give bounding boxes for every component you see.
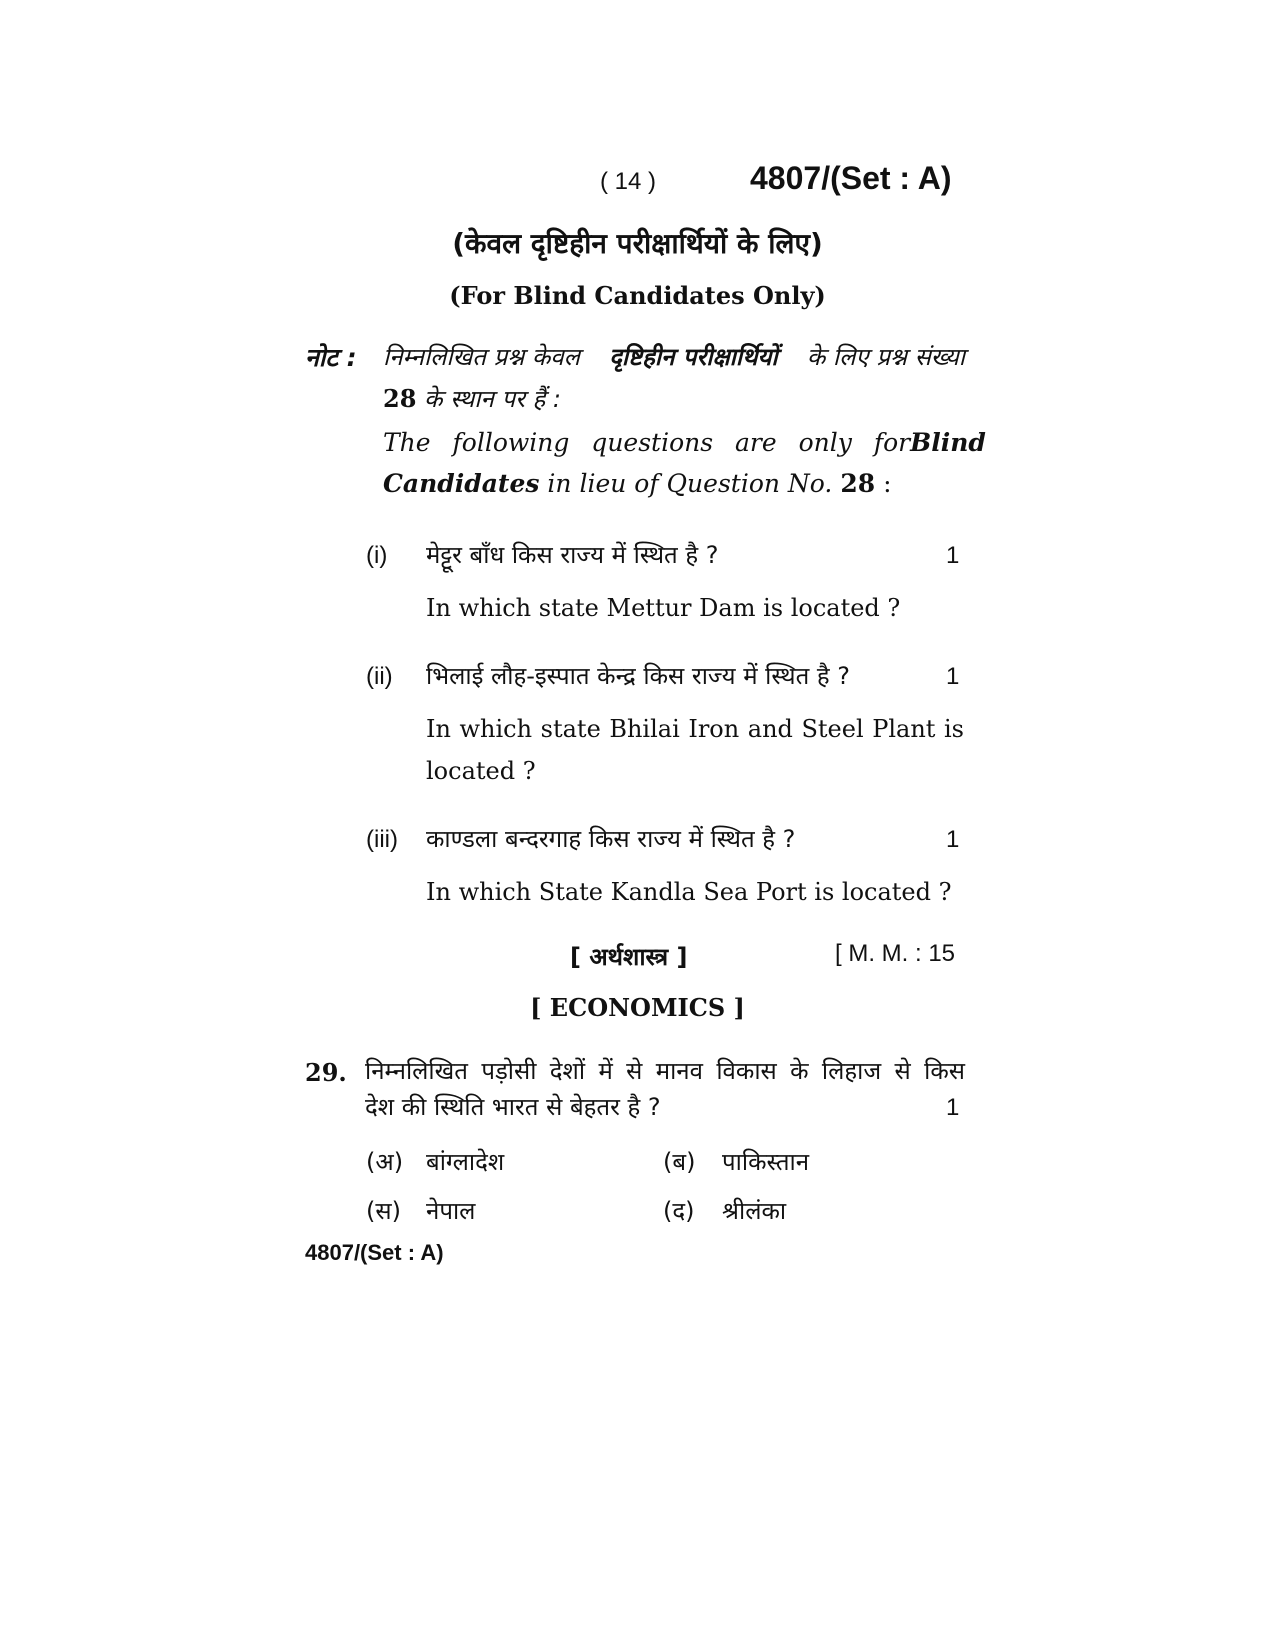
question-marks: 1 xyxy=(946,542,960,569)
question-text-hindi: मेट्टूर बाँध किस राज्य में स्थित है ? xyxy=(426,541,719,569)
blind-heading-english: (For Blind Candidates Only) xyxy=(449,281,826,310)
note-english-line1 xyxy=(383,428,986,457)
note-hindi-bold: दृष्टिहीन परीक्षार्थियों xyxy=(609,343,778,371)
footer-paper-code: 4807/(Set : A) xyxy=(305,1240,444,1265)
question-text-english: In which State Kandla Sea Port is located ? xyxy=(426,878,952,906)
paper-code: 4807/(Set : A) xyxy=(750,160,952,196)
question-marks: 1 xyxy=(946,663,960,690)
question-29-text-line2: देश की स्थिति भारत से बेहतर है ? xyxy=(365,1093,661,1121)
option-text: बांग्लादेश xyxy=(426,1148,505,1176)
option-text: श्रीलंका xyxy=(722,1197,787,1225)
option-label: (द) xyxy=(663,1197,695,1225)
question-text-english: In which state Mettur Dam is located ? xyxy=(426,594,901,622)
note-hindi-line1 xyxy=(383,340,965,373)
option-text: पाकिस्तान xyxy=(722,1148,810,1176)
max-marks: [ M. M. : 15 xyxy=(835,940,956,967)
note-english-colon: : xyxy=(883,469,892,498)
question-marks: 1 xyxy=(946,826,960,853)
question-29-text-line1: निम्नलिखित पड़ोसी देशों में से मानव विकास के लिहाज से किस xyxy=(365,1057,965,1085)
economics-heading-hindi: [ अर्थशास्त्र ] xyxy=(570,943,688,971)
economics-heading-english: [ ECONOMICS ] xyxy=(530,993,745,1022)
question-text-hindi: काण्डला बन्दरगाह किस राज्य में स्थित है ? xyxy=(426,825,796,853)
option-label: (अ) xyxy=(366,1148,404,1176)
question-text-hindi: भिलाई लौह-इस्पात केन्द्र किस राज्य में स्थित है ? xyxy=(426,662,850,690)
note-english-number: 28 xyxy=(840,469,876,498)
blind-heading-hindi: (केवल दृष्टिहीन परीक्षार्थियों के लिए) xyxy=(452,227,823,260)
option-text: नेपाल xyxy=(426,1197,476,1225)
question-number: (iii) xyxy=(366,826,398,853)
question-text-english: In which state Bhilai Iron and Steel Plant is xyxy=(426,715,964,743)
note-english-part2: in lieu of Question No. xyxy=(547,469,833,498)
option-label: (ब) xyxy=(663,1148,696,1176)
page-number: ( 14 ) xyxy=(600,168,657,195)
note-english-bold2: Candidates xyxy=(383,469,540,498)
question-text-english-cont: located ? xyxy=(426,757,536,785)
note-label: नोट : xyxy=(305,343,357,372)
note-hindi-line2 xyxy=(383,382,561,415)
option-label: (स) xyxy=(366,1197,401,1225)
question-29-marks: 1 xyxy=(946,1094,960,1121)
note-english-bold1: Blind xyxy=(910,428,986,457)
note-hindi-part3: के स्थान पर हैं : xyxy=(424,385,562,413)
note-hindi-number: 28 xyxy=(383,384,417,413)
question-number: (i) xyxy=(366,542,388,569)
note-english-line2 xyxy=(383,469,892,498)
question-number: (ii) xyxy=(366,663,393,690)
note-hindi-part1: निम्नलिखित प्रश्न केवल xyxy=(383,343,580,371)
question-29-number: 29. xyxy=(305,1058,347,1087)
note-english-part1: The following questions are only for xyxy=(383,428,911,457)
note-hindi-part2: के लिए प्रश्न संख्या xyxy=(806,343,965,371)
